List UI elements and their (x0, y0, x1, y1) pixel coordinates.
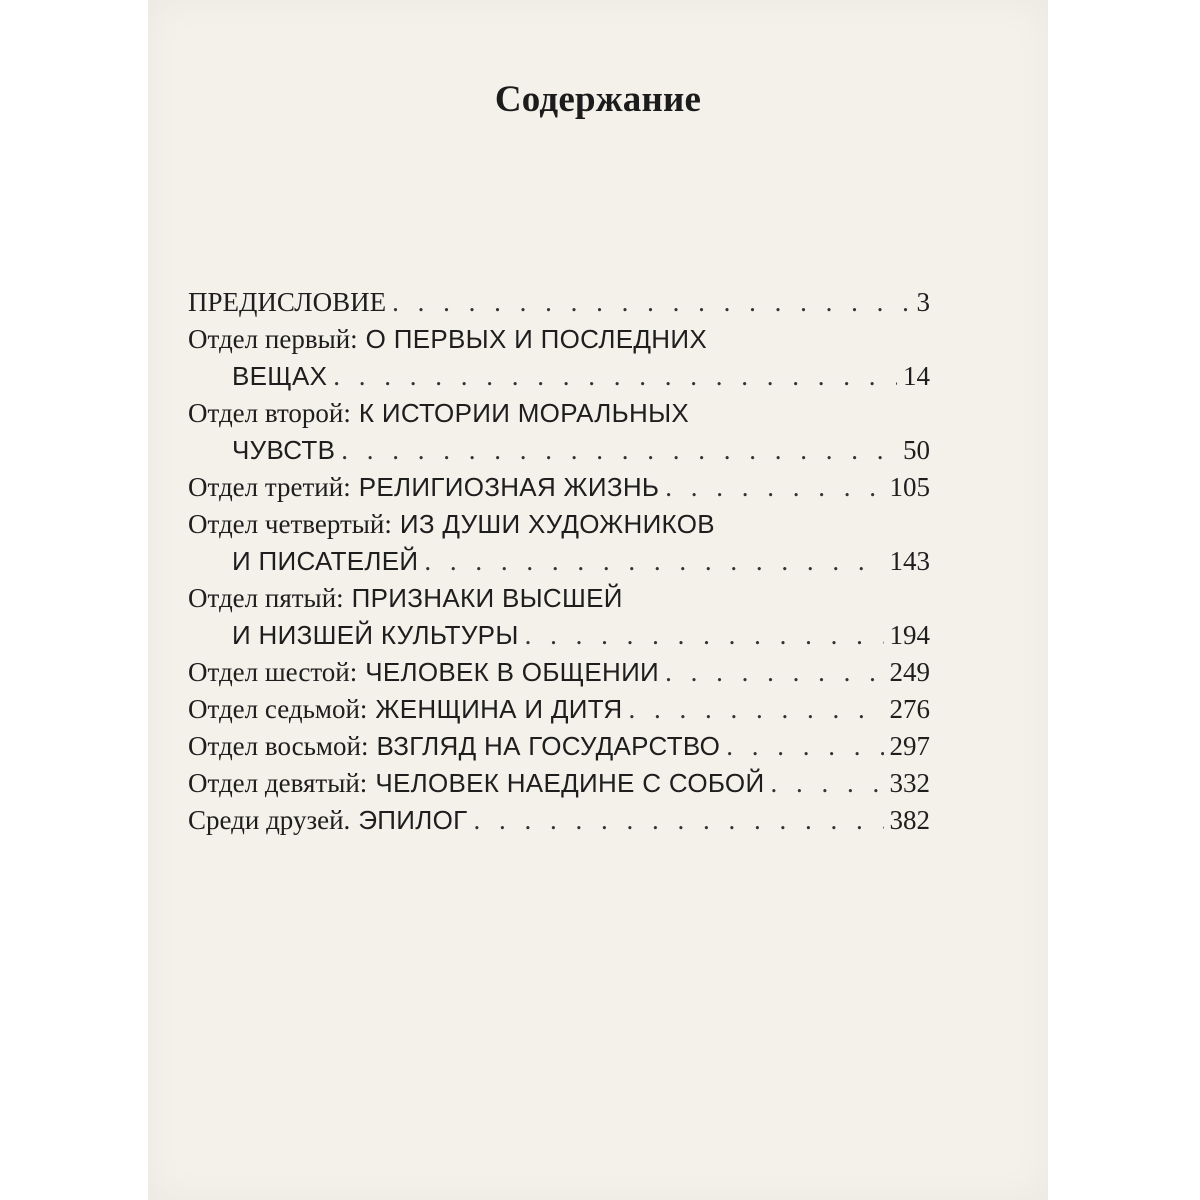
toc-section-prefix: Отдел первый: (188, 324, 358, 354)
toc-page-number: 105 (889, 472, 930, 502)
toc-entry-line (188, 432, 930, 469)
toc-entry-line (188, 506, 930, 543)
toc-entry-line (188, 765, 930, 802)
toc-section-prefix: Отдел второй: (188, 398, 351, 428)
toc-section-prefix: Отдел третий: (188, 472, 351, 502)
dot-leader (525, 617, 884, 654)
toc-section-title: И НИЗШЕЙ КУЛЬТУРЫ (232, 620, 519, 650)
toc-page-number: 276 (889, 694, 930, 724)
dot-leader (333, 358, 897, 395)
toc-entry (188, 580, 930, 654)
toc-section-title: ЖЕНЩИНА И ДИТЯ (375, 694, 623, 724)
toc-entry (188, 506, 930, 580)
toc-page-number: 143 (889, 546, 930, 576)
toc-section-prefix: Отдел седьмой: (188, 694, 368, 724)
dot-leader (628, 691, 883, 728)
toc-section-title: РЕЛИГИОЗНАЯ ЖИЗНЬ (358, 472, 660, 502)
toc-section-prefix: Отдел пятый: (188, 583, 344, 613)
toc-entry-line (188, 580, 930, 617)
toc-entry (188, 284, 930, 321)
toc-page-number: 3 (916, 287, 930, 317)
toc-page-number: 50 (903, 435, 930, 465)
toc-entry (188, 765, 930, 802)
dot-leader (474, 802, 884, 839)
toc-section-title: ЧУВСТВ (232, 435, 336, 465)
table-of-contents (188, 284, 930, 839)
toc-entry (188, 469, 930, 506)
toc-section-title: О ПЕРВЫХ И ПОСЛЕДНИХ (365, 324, 707, 354)
toc-section-title: ИЗ ДУШИ ХУДОЖНИКОВ (399, 509, 715, 539)
toc-section-title: ЧЕЛОВЕК В ОБЩЕНИИ (365, 657, 660, 687)
toc-entry-line (188, 802, 930, 839)
toc-page-number: 194 (889, 620, 930, 650)
toc-entry (188, 691, 930, 728)
toc-page-number: 249 (889, 657, 930, 687)
toc-entry-line (188, 358, 930, 395)
toc-entry-line (188, 469, 930, 506)
dot-leader (424, 543, 883, 580)
toc-section-title: ЭПИЛОГ (358, 805, 468, 835)
dot-leader (341, 432, 897, 469)
dot-leader (392, 284, 910, 321)
toc-entry-line (188, 691, 930, 728)
toc-section-title: ЧЕЛОВЕК НАЕДИНЕ С СОБОЙ (375, 768, 765, 798)
toc-section-prefix: Отдел восьмой: (188, 731, 369, 761)
toc-entry-line (188, 395, 930, 432)
toc-section-prefix: Отдел шестой: (188, 657, 358, 687)
toc-section-title: ВЗГЛЯД НА ГОСУДАРСТВО (376, 731, 721, 761)
toc-entry-line (188, 654, 930, 691)
toc-page-number: 332 (889, 768, 930, 798)
dot-leader (770, 765, 883, 802)
toc-entry (188, 802, 930, 839)
page-title: Содержание (494, 79, 702, 120)
toc-section-prefix: Отдел девятый: (188, 768, 368, 798)
toc-entry (188, 728, 930, 765)
dot-leader (665, 654, 883, 691)
toc-page-number: 382 (889, 805, 930, 835)
toc-section-title: ВЕЩАХ (232, 361, 328, 391)
toc-section-title: К ИСТОРИИ МОРАЛЬНЫХ (358, 398, 690, 428)
toc-section-title: ПРИЗНАКИ ВЫСШЕЙ (351, 583, 623, 613)
toc-entry-line (188, 321, 930, 358)
dot-leader (726, 728, 883, 765)
toc-section-title: И ПИСАТЕЛЕЙ (232, 546, 419, 576)
toc-entry (188, 321, 930, 395)
toc-section-prefix: Отдел четвертый: (188, 509, 392, 539)
toc-entry-line (188, 284, 930, 321)
toc-page-number: 297 (889, 731, 930, 761)
toc-entry-line (188, 617, 930, 654)
toc-section-title: ПРЕДИСЛОВИЕ (188, 287, 387, 317)
toc-section-prefix: Среди друзей. (188, 805, 351, 835)
toc-entry-line (188, 728, 930, 765)
dot-leader (665, 469, 883, 506)
book-page (148, 0, 1048, 1200)
toc-entry (188, 654, 930, 691)
toc-page-number: 14 (903, 361, 930, 391)
toc-entry-line (188, 543, 930, 580)
toc-entry (188, 395, 930, 469)
